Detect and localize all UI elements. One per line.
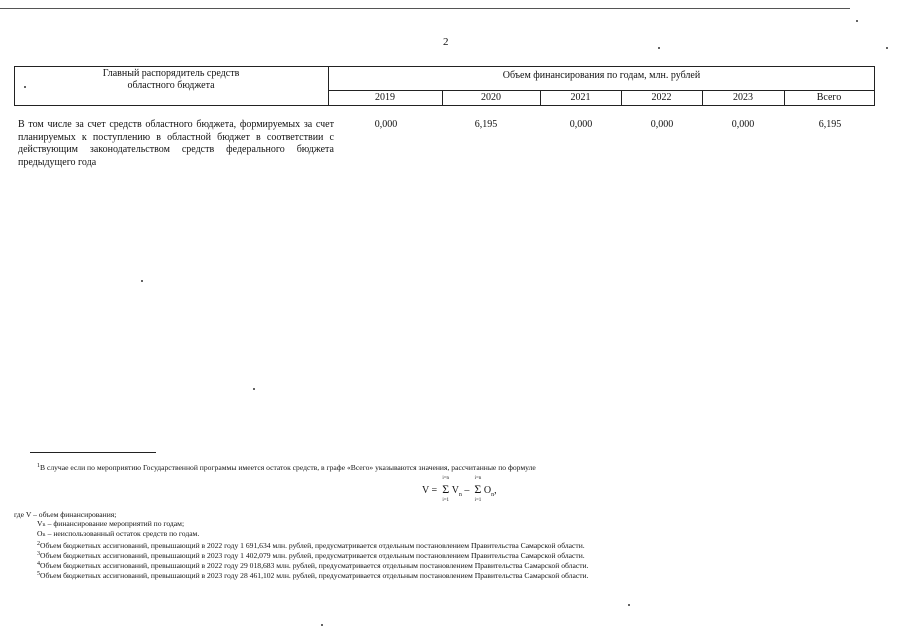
scan-speck [321, 624, 323, 626]
value-2019: 0,000 [374, 119, 398, 130]
scan-speck [141, 280, 143, 282]
header-year-2023: 2023 [733, 92, 753, 103]
footnote-4: $^4$Объем бюджетных ассигнований, превышающий в 2022 году 29 018,683 млн. рублей, предусматривается отдельным постановлением Правительства Самарской области. [37, 561, 589, 570]
value-2022: 0,000 [650, 119, 674, 130]
header-year-2019: 2019 [375, 92, 395, 103]
formula: V = Σ i=n i=1 $V_n$ – Σ i=n i=1 $O_n$, [422, 476, 497, 503]
top-page-rule [0, 8, 850, 9]
table-row-label: В том числе за счет средств областного бюджета, формируемых за счет планируемых к поступлению в областной бюджет в соответствии с действующим законодательством средств федерального бюджета предыдущего года [18, 119, 334, 168]
footnote-5: $^5$Объем бюджетных ассигнований, превышающий в 2023 году 28 461,102 млн. рублей, предусматривается отдельным постановлением Правительства Самарской области. [37, 571, 589, 580]
scan-speck [628, 604, 630, 606]
page-number: 2 [443, 36, 449, 48]
header-financing: Объем финансирования по годам, млн. рублей [502, 70, 701, 81]
value-2021: 0,000 [569, 119, 593, 130]
where-on: Oₙ – неиспользованный остаток средств по годам. [37, 529, 200, 538]
scan-speck [253, 388, 255, 390]
scan-speck [658, 47, 660, 49]
value-total: 6,195 [818, 119, 842, 130]
header-total: Всего [816, 92, 842, 103]
footnote-rule [30, 452, 156, 453]
header-year-2021: 2021 [570, 92, 591, 103]
where-vn: Vₙ – финансирование мероприятий по годам; [37, 519, 185, 528]
scan-speck [886, 47, 888, 49]
footnote-3: $^3$Объем бюджетных ассигнований, превышающий в 2023 году 1 402,079 млн. рублей, предусматривается отдельным постановлением Правительства Самарской области. [37, 551, 585, 560]
header-distributor-line2: областного бюджета [127, 80, 215, 91]
header-distributor-line1: Главный распорядитель средств [102, 68, 240, 79]
footnote-2: $^2$Объем бюджетных ассигнований, превышающий в 2022 году 1 691,634 млн. рублей, предусматривается отдельным постановлением Правительства Самарской области. [37, 541, 585, 550]
scan-speck [24, 86, 26, 88]
scan-speck [856, 20, 858, 22]
table-header [14, 66, 875, 106]
where-v: где V – объем финансирования; [14, 510, 117, 519]
value-2023: 0,000 [731, 119, 755, 130]
header-year-2020: 2020 [481, 92, 501, 103]
header-year-2022: 2022 [651, 92, 672, 103]
value-2020: 6,195 [474, 119, 498, 130]
footnote-1: $^1$В случае если по мероприятию Государственной программы имеется остаток средств, в графе «Всего» указываются значения, рассчитанные по формуле [37, 463, 536, 472]
